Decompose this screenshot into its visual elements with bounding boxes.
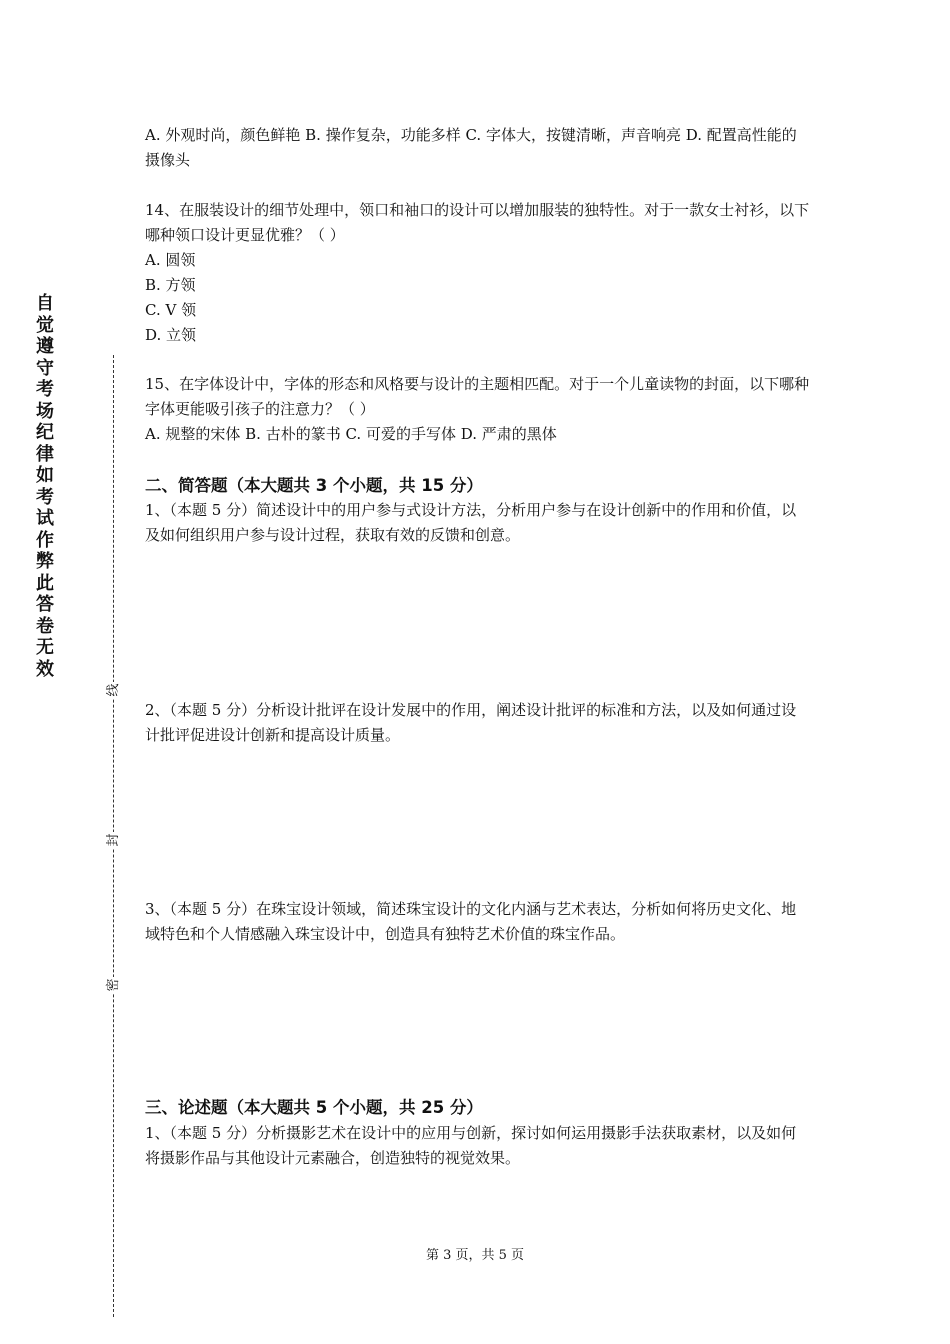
question-15 — [145, 372, 810, 447]
section-2-heading: 二、简答题（本大题共 3 个小题，共 15 分） — [145, 476, 483, 495]
binding-seal-label: 封 — [104, 832, 124, 848]
section-3-question-1: 1、（本题 5 分）分析摄影艺术在设计中的应用与创新，探讨如何运用摄影手法获取素材，以及如何将摄影作品与其他设计元素融合，创造独特的视觉效果。 — [145, 1124, 797, 1167]
q15-options: A. 规整的宋体 B. 古朴的篆书 C. 可爱的手写体 D. 严肃的黑体 — [145, 425, 557, 443]
q15-stem: 15、在字体设计中，字体的形态和风格要与设计的主题相匹配。对于一个儿童读物的封面，以下哪种字体更能吸引孩子的注意力？（ ） — [145, 375, 810, 418]
section-3-heading: 三、论述题（本大题共 5 个小题，共 25 分） — [145, 1098, 483, 1117]
section-2-question-1: 1、（本题 5 分）简述设计中的用户参与式设计方法，分析用户参与在设计创新中的作用和价值，以及如何组织用户参与设计过程，获取有效的反馈和创意。 — [145, 501, 797, 544]
section-2-question-3: 3、（本题 5 分）在珠宝设计领域，简述珠宝设计的文化内涵与艺术表达，分析如何将历史文化、地域特色和个人情感融入珠宝设计中，创造具有独特艺术价值的珠宝作品。 — [145, 900, 797, 943]
q14-option-c: C. V 领 — [145, 301, 197, 319]
page-footer: 第 3 页，共 5 页 — [425, 1248, 525, 1263]
exam-discipline-notice: 自觉遵守考场纪律如考试作弊此答卷无效 — [36, 293, 54, 680]
q14-option-b: B. 方领 — [145, 276, 196, 294]
q14-option-a: A. 圆领 — [145, 251, 196, 269]
q14-stem: 14、在服装设计的细节处理中，领口和袖口的设计可以增加服装的独特性。对于一款女士衬衫，以下哪种领口设计更显优雅？（ ） — [145, 201, 810, 244]
q14-option-d: D. 立领 — [145, 326, 197, 344]
question-14 — [145, 198, 810, 348]
q13-options: A. 外观时尚，颜色鲜艳 B. 操作复杂，功能多样 C. 字体大，按键清晰，声音响亮 D. 配置高性能的摄像头 — [145, 126, 797, 169]
binding-line-label: 线 — [104, 682, 124, 698]
section-2-question-2: 2、（本题 5 分）分析设计批评在设计发展中的作用，阐述设计批评的标准和方法，以及如何通过设计批评促进设计创新和提高设计质量。 — [145, 701, 797, 744]
binding-secret-label: 密 — [104, 977, 124, 993]
